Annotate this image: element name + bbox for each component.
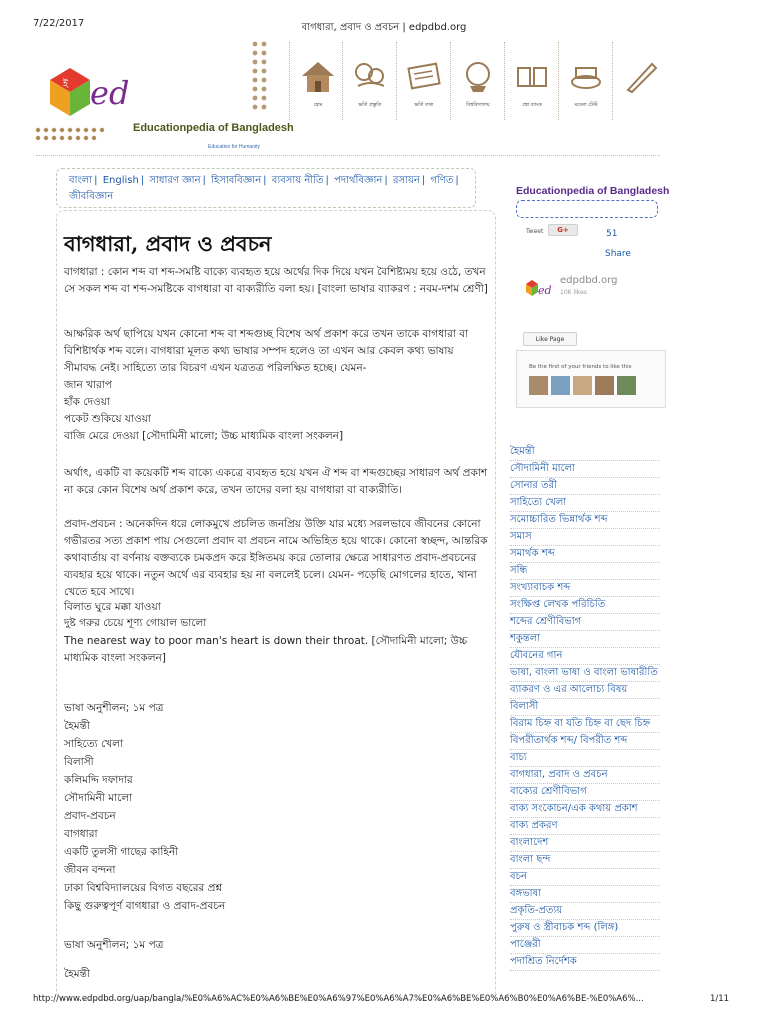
related-item[interactable]: কলিমদ্দি দফাদার [64, 774, 133, 786]
example-line: জান খারাপ [64, 379, 112, 391]
sidebar-link[interactable]: বাক্য সংকোচন/এক কথায় প্রকাশ [510, 801, 660, 818]
nav-label: ভর্তি তথ্য [414, 102, 434, 108]
header-rule [36, 155, 660, 156]
separator: | [94, 175, 98, 186]
svg-text:ed: ed [90, 74, 130, 112]
sidebar-link[interactable]: সমোচ্চারিত ভিন্নার্থক শব্দ [510, 512, 660, 529]
question-bank-icon [512, 56, 552, 96]
related-heading: ভাষা অনুশীলন; ১ম পত্র [64, 702, 164, 714]
sidebar-link[interactable]: বাক্যের শ্রেণীবিভাগ [510, 784, 660, 801]
related-item[interactable]: সাহিত্যে খেলা [64, 738, 124, 750]
sidebar-link[interactable]: বাচ্য [510, 750, 660, 767]
print-page-number: 1/11 [710, 994, 730, 1004]
sidebar-link[interactable]: বাক্য প্রকরণ [510, 818, 660, 835]
sidebar-link[interactable]: সমাস [510, 529, 660, 546]
example-line: বিলাত ঘুরে মক্কা যাওয়া [64, 601, 161, 613]
print-page-title: বাগধারা, প্রবাদ ও প্রবচন | edpdbd.org [301, 22, 467, 33]
like-page-button[interactable]: Like Page [523, 332, 577, 346]
category-link-business[interactable]: ব্যবসায় নীতি [271, 175, 324, 186]
related-item[interactable]: বাগধারা [64, 828, 98, 840]
related-item[interactable]: একটি তুলসী গাছের কাহিনী [64, 846, 179, 858]
sidebar-link[interactable]: ব্যাকরণ ও এর আলোচ্য বিষয় [510, 682, 660, 699]
example-line: পকেট শুকিয়ে যাওয়া [64, 413, 151, 425]
category-link-biology[interactable]: জীববিজ্ঞান [69, 191, 114, 202]
nav-divider [450, 42, 451, 120]
avatar[interactable] [595, 376, 614, 395]
sidebar-link[interactable]: ভাষা, বাংলা ভাষা ও বাংলা ভাষারীতি [510, 665, 660, 682]
summary-paragraph: অর্থাৎ, একটি বা কয়েকটি শব্দ বাক্যে একত্রে ব্যবহৃত হয়ে যখন ঐ শব্দ বা শব্দগুচ্ছের সাধারণ অর্থ প্রকাশ না করে কোন বিশেষ অর্থ প্রকাশ করে, তখন তাদের বলা হয় বাগধারা বা বাক্যরীতি। [64, 467, 488, 496]
sidebar-link[interactable]: শব্দের শ্রেণীবিভাগ [510, 614, 660, 631]
main-nav [290, 42, 690, 122]
nav-writing[interactable] [614, 42, 670, 120]
sidebar-search-box[interactable] [516, 200, 658, 218]
sidebar-link[interactable]: সংখ্যাবাচক শব্দ [510, 580, 660, 597]
admission-icon [350, 56, 390, 96]
sidebar-link[interactable]: বিপরীতার্থক শব্দ/ বিপরীত শব্দ [510, 733, 660, 750]
separator: | [140, 175, 145, 186]
nav-label: মডেল টেস্ট [574, 102, 598, 108]
separator: | [455, 175, 459, 186]
nav-divider [342, 42, 343, 120]
print-date: 7/22/2017 [33, 18, 85, 29]
header-dots [250, 40, 272, 120]
fb-friends-text: Be the first of your friends to like this [529, 364, 632, 370]
nav-admission-info[interactable] [396, 42, 452, 120]
sidebar-link[interactable]: বিরাম চিহ্ন বা যতি চিহ্ন বা ছেদ চিহ্ন [510, 716, 660, 733]
separator: | [263, 175, 267, 186]
tweet-button[interactable]: Tweet [526, 228, 544, 235]
print-url: http://www.edpdbd.org/uap/bangla/%E0%A6%AC%E0%A6%BE%E0%A6%97%E0%A6%A7%E0%A6%BE%E0%A6%B0%E0%A6%BE-%E0%A6%... [33, 994, 644, 1004]
share-count: 51 [606, 229, 618, 239]
avatar[interactable] [573, 376, 592, 395]
nav-divider [289, 42, 290, 120]
proverb-paragraph: প্রবাদ-প্রবচন : অনেকদিন ধরে লোকমুখে প্রচলিত জনপ্রিয় উক্তি যার মধ্যে সরলভাবে জীবনের কোনো গভীরতর সত্য প্রকাশ পায় সেগুলো প্রবাদ বা প্রবচন নামে অভিহিত হয়ে থাকে। কোনো স্বচ্ছন্দ, আন্তরিক কথাবার্তায় বা বর্ণনায় বক্তব্যকে চমকপ্রদ করে ইঙ্গিতময় করে তোলার ক্ষেত্রে সাধারণত প্রবাদ-প্রবচনের ব্যবহার হয়ে থাকে। নতুন অর্থে এর ব্যবহার হয় না বললেই চলে। যেমন- পড়েছি মোগলের হাতে, খানা খেতে হবে সাথে। [64, 518, 488, 598]
nav-divider [396, 42, 397, 120]
separator: | [421, 175, 426, 186]
nav-home[interactable] [290, 42, 346, 120]
related-item[interactable]: জীবন বন্দনা [64, 864, 116, 876]
sidebar-link[interactable]: বিলাসী [510, 699, 660, 716]
intro-paragraph: বাগধারা : কোন শব্দ বা শব্দ-সমষ্টি বাক্যে ব্যবহৃত হয়ে অর্থের দিক দিয়ে যখন বৈশিষ্ট্যময় হয়ে ওঠে, তখন সে সকল শব্দ বা শব্দ-সমষ্টিকে বাগধারা বা বাক্যরীতি বলা হয়। [বাংলা ভাষার ব্যাকরণ : নবম-দশম শ্রেণী] [64, 266, 488, 295]
sidebar-link[interactable]: সন্ধি [510, 563, 660, 580]
sidebar-link[interactable]: বাংলাদেশ [510, 835, 660, 852]
related-item[interactable]: কিছু গুরুত্বপূর্ণ বাগধারা ও প্রবাদ-প্রবচন [64, 900, 226, 912]
sidebar-link[interactable]: প্রকৃতি-প্রত্যয় [510, 903, 660, 920]
sidebar-link[interactable]: শকুন্তলা [510, 631, 660, 648]
sidebar-link[interactable]: পুরুষ ও স্ত্রীবাচক শব্দ (লিঙ্গ) [510, 920, 660, 937]
sidebar-link[interactable]: বঙ্গভাষা [510, 886, 660, 903]
fb-page-logo[interactable] [524, 276, 554, 302]
related-item[interactable]: বিলাসী [64, 756, 94, 768]
sidebar-link[interactable]: যৌবনের গান [510, 648, 660, 665]
fb-page-name[interactable]: edpdbd.org [560, 275, 618, 286]
svg-text:ed: ed [538, 284, 552, 297]
nav-university[interactable] [450, 42, 506, 120]
english-example: The nearest way to poor man's heart is down their throat. [সৌদামিনী মালো; উচ্চ মাধ্যমিক বাংলা সংকলন] [64, 635, 468, 664]
avatar[interactable] [529, 376, 548, 395]
related-item[interactable]: সৌদামিনী মালো [64, 792, 133, 804]
sidebar-link[interactable]: পদাশ্রিত নির্দেশক [510, 954, 660, 971]
related-item[interactable]: প্রবাদ-প্রবচন [64, 810, 116, 822]
related-item[interactable]: হৈমন্তী [64, 968, 90, 980]
site-tagline: Education for Humanity [208, 144, 260, 150]
sidebar-link[interactable]: সংক্ষিপ্ত লেখক পরিচিতি [510, 597, 660, 614]
nav-label: ভর্তি প্রস্তুতি [358, 102, 382, 108]
example-line: বাজি মেরে দেওয়া [সৌদামিনী মালো; উচ্চ মাধ্যমিক বাংলা সংকলন] [64, 430, 344, 442]
sidebar-link[interactable]: সৌদামিনী মালো [510, 461, 660, 478]
sidebar-link[interactable]: সমার্থক শব্দ [510, 546, 660, 563]
nav-question-bank[interactable] [504, 42, 560, 120]
nav-admission-prep[interactable] [342, 42, 398, 120]
model-test-icon [566, 56, 606, 96]
related-heading: ভাষা অনুশীলন; ১ম পত্র [64, 939, 164, 951]
example-line: দুষ্ট গরুর চেয়ে শূণ্য গোয়াল ভালো [64, 617, 207, 629]
avatar[interactable] [551, 376, 570, 395]
site-name[interactable]: Educationpedia of Bangladesh [133, 122, 294, 134]
nav-label: প্রশ্ন ব্যাংক [522, 102, 542, 108]
separator: | [202, 175, 206, 186]
related-item[interactable]: ঢাকা বিশ্ববিদ্যালয়ের বিগত বছরের প্রশ্ন [64, 882, 223, 894]
fb-likes-count: 10K likes [560, 289, 587, 296]
nav-model-test[interactable] [558, 42, 614, 120]
avatar[interactable] [617, 376, 636, 395]
category-link-math[interactable]: গণিত [430, 175, 454, 186]
category-link-english[interactable]: English [102, 175, 139, 186]
category-link-general-knowledge[interactable]: সাধারণ জ্ঞান [149, 175, 201, 186]
info-icon [404, 56, 444, 96]
sidebar-link[interactable]: বচন [510, 869, 660, 886]
separator: | [384, 175, 388, 186]
category-link-accounting[interactable]: হিসাববিজ্ঞান [211, 175, 262, 186]
definition-paragraph: আক্ষরিক অর্থ ছাপিয়ে যখন কোনো শব্দ বা শব্দগুচ্ছ বিশেষ অর্থ প্রকাশ করে তখন তাকে বাগধারা বা বিশিষ্টার্থক শব্দ বলে। বাগধারা মূলত কথ্য ভাষার সম্পদ হলেও তা এখন আর কেবল কথ্য ভাষায় সীমাবদ্ধ নেই। সাহিত্যে তার বিচরণ এখন যত্রতত্র পরিলক্ষিত হচ্ছে। যেমন- [64, 328, 469, 374]
nav-divider [612, 42, 613, 120]
sidebar-link[interactable]: বাংলা ছন্দ [510, 852, 660, 869]
nav-label: বিশ্ববিদ্যালয় [466, 102, 490, 108]
sidebar-link[interactable]: পাঞ্জেরী [510, 937, 660, 954]
nav-divider [558, 42, 559, 120]
home-icon [298, 56, 338, 96]
sidebar-link[interactable]: সোনার তরী [510, 478, 660, 495]
sidebar-link[interactable]: বাগধারা, প্রবাদ ও প্রবচন [510, 767, 660, 784]
svg-text:ই: ই [63, 79, 69, 90]
sidebar-site-name: Educationpedia of Bangladesh [516, 185, 670, 197]
university-icon [458, 56, 498, 96]
share-label[interactable]: Share [605, 249, 631, 259]
category-bar [56, 168, 476, 208]
gplus-button[interactable]: G+ [548, 224, 578, 236]
sidebar-link[interactable]: সাহিত্যে খেলা [510, 495, 660, 512]
related-item[interactable]: হৈমন্তী [64, 720, 90, 732]
nav-divider [504, 42, 505, 120]
category-link-bangla[interactable]: বাংলা [69, 175, 93, 186]
category-link-chemistry[interactable]: রসায়ন [392, 175, 420, 186]
example-line: হাঁক দেওয়া [64, 396, 110, 408]
separator: | [325, 175, 329, 186]
article-title: বাগধারা, প্রবাদ ও প্রবচন [64, 231, 272, 256]
sidebar-link[interactable]: হৈমন্তী [510, 444, 660, 461]
category-link-physics[interactable]: পদার্থবিজ্ঞান [334, 175, 383, 186]
nav-label: হোম [313, 102, 323, 108]
pen-icon [622, 56, 662, 96]
logo-dots [34, 126, 124, 144]
